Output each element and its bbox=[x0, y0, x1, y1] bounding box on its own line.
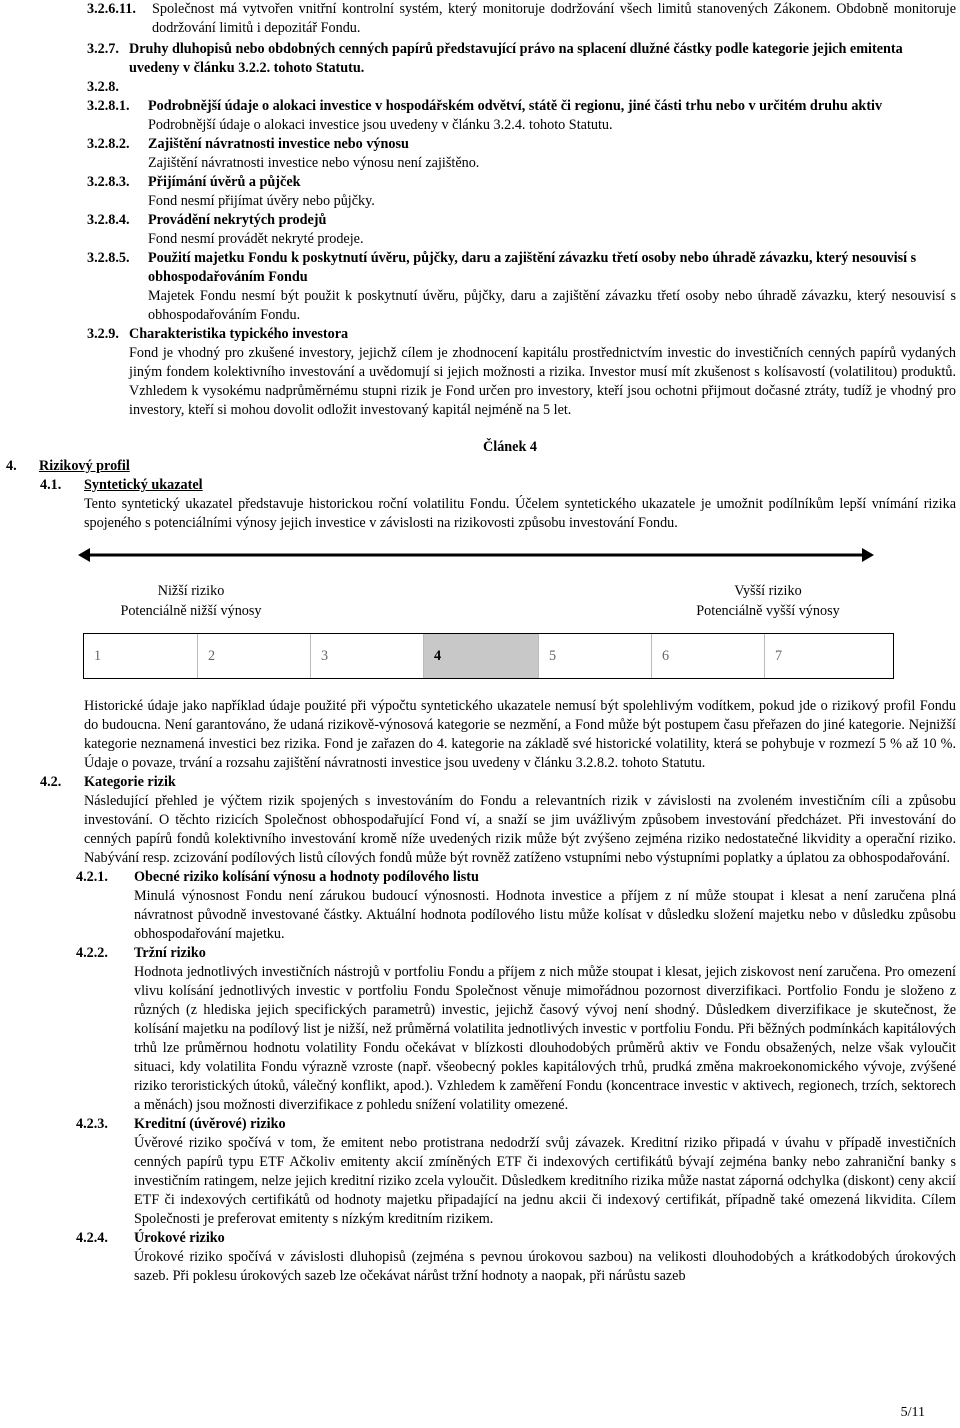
section-3-2-6-11 bbox=[87, 0, 960, 38]
section-text: Následující přehled je výčtem rizik spojených s investováním do Fondu a relevantních rizik v závislosti na zvoleném investičním cíli a způsobu investování. O těchto rizicích Společnost obhospodařující Fond ví, a snaží se jim uvážlivým způsobem investování předcházet. Při investování do cenných papírů fondů kolektivního investování kromě níže uvedených rizik může být zvýšeno zejména riziko nedostatečné likvidity a operační riziko. Nabývání resp. zcizování podílových listů cílových fondů může být rovněž zatíženo vstupními nebo výstupními poplatky a úplatou za obhospodařování. bbox=[84, 793, 956, 866]
section-text: Společnost má vytvořen vnitřní kontrolní systém, který monitoruje dodržování všech limitů stanovených Zákonem. Obdobně monitoruje dodržování limitů i depozitář Fondu. bbox=[152, 1, 956, 36]
section-heading: Provádění nekrytých prodejů bbox=[148, 212, 327, 228]
section-heading: Kreditní (úvěrové) riziko bbox=[134, 1116, 286, 1132]
section-4-2-1 bbox=[76, 868, 960, 887]
section-3-2-9 bbox=[87, 325, 960, 420]
section-number: 3.2.8.3. bbox=[87, 174, 130, 190]
risk-level-2: 2 bbox=[197, 634, 310, 678]
lower-return-text: Potenciálně nižší výnosy bbox=[120, 603, 262, 619]
section-number: 4.2.4. bbox=[76, 1230, 108, 1246]
section-4-2-2 bbox=[76, 944, 960, 963]
article-title: Článek 4 bbox=[483, 439, 537, 455]
risk-scale bbox=[0, 545, 960, 695]
section-heading: Rizikový profil bbox=[39, 458, 130, 474]
page-number: 5/11 bbox=[900, 1405, 925, 1420]
section-4-2-3 bbox=[76, 1115, 960, 1134]
lower-risk-text: Nižší riziko bbox=[157, 583, 225, 599]
section-text: Historické údaje jako například údaje použité při výpočtu syntetického ukazatele nemusí být spolehlivým vodítkem, pokud jde o rizikový profil Fondu do budoucna. Není garantováno, že udaná rizikově-výnosová kategorie se nezmění, a Fond může být postupem času přeřazen do jiné kategorie. Nejnižší kategorie neznamená investici bez rizika. Fond je zařazen do 4. kategorie na základě své historické volatility, která se pohybuje v rozmezí 5 % až 10 %. Údaje o povaze, trvání a rozsahu zajištění návratnosti investice jsou uvedeny v článku 3.2.8.2. tohoto Statutu. bbox=[84, 698, 956, 771]
section-number: 4. bbox=[6, 458, 17, 474]
section-number: 3.2.8.4. bbox=[87, 212, 130, 228]
section-text: Fond nesmí přijímat úvěry nebo půjčky. bbox=[148, 193, 375, 209]
section-number: 3.2.8. bbox=[87, 79, 119, 95]
risk-level-5: 5 bbox=[538, 634, 651, 678]
section-3-2-8 bbox=[87, 78, 960, 97]
section-number: 4.2. bbox=[40, 774, 62, 790]
section-heading: Použití majetku Fondu k poskytnutí úvěru, půjčky, daru a zajištění závazku třetí osoby nebo úhradě závazku, který nesouvisí s obhospodařováním Fondu bbox=[148, 250, 917, 285]
risk-level-6: 6 bbox=[651, 634, 764, 678]
section-3-2-8-5 bbox=[87, 249, 960, 325]
higher-return-text: Potenciálně vyšší výnosy bbox=[696, 603, 840, 619]
section-number: 3.2.8.2. bbox=[87, 136, 130, 152]
higher-risk-text: Vyšší riziko bbox=[734, 583, 802, 599]
risk-level-3: 3 bbox=[310, 634, 423, 678]
section-heading: Kategorie rizik bbox=[84, 774, 176, 790]
section-number: 3.2.8.1. bbox=[87, 98, 130, 114]
section-text: Majetek Fondu nesmí být použit k poskytnutí úvěru, půjčky, daru a zajištění závazku třetí osoby nebo úhradě závazku, který nesouvisí s obhospodařováním Fondu. bbox=[148, 288, 956, 323]
section-heading: Zajištění návratnosti investice nebo výnosu bbox=[148, 136, 409, 152]
section-4-1 bbox=[40, 476, 960, 495]
section-number: 4.2.3. bbox=[76, 1116, 108, 1132]
section-3-2-8-3 bbox=[87, 173, 960, 211]
section-4 bbox=[6, 457, 960, 476]
section-text: Tento syntetický ukazatel představuje historickou roční volatilitu Fondu. Účelem syntetického ukazatele je umožnit podílníkům lepší vnímání rizika spojeného s potenciálními výnosy jejich investice v závislosti na rizikovosti způsobu investování Fondu. bbox=[84, 496, 956, 531]
section-text: Hodnota jednotlivých investičních nástrojů v portfoliu Fondu a příjem z nich může stoupat i klesat, jejich ziskovost není zaručena. Pro omezení vlivu kolísání jednotlivých investic v portfoliu Fondu Společnost věnuje mimořádnou pozornost diverzifikaci. Portfolio Fondu je složeno z různých (z hlediska jejich specifických parametrů) investic, jejichž časový vývoj není shodný. Důsledkem diverzifikace je skutečnost, že kolísání majetku na podílový list je nižší, než průměrná volatilita jednotlivých investic v portfoliu Fondu. Při běžných podmínkách kapitálových trhů lze průměrnou hodnotu volatility Fondu očekávat v blízkosti dlouhodobých průměrů aktiv ve Fondu obsažených, nelze však vyloučit situaci, kdy volatilita Fondu výrazně vzroste (např. všeobecný pokles kapitálových trhů, prudká změna makroekonomického vývoje, zvýšené riziko teroristických útoků, válečný konflikt, apod.). Vzhledem k zaměření Fondu (koncentrace investic v aktivech, regionech, trzích, sektorech a měnách) jsou možnosti diverzifikace z pohledu snížení volatility omezené. bbox=[134, 964, 956, 1113]
section-3-2-8-2 bbox=[87, 135, 960, 173]
section-number: 4.2.1. bbox=[76, 869, 108, 885]
section-number: 3.2.7. bbox=[87, 41, 119, 57]
section-4-2 bbox=[40, 773, 960, 792]
section-number: 4.1. bbox=[40, 477, 62, 493]
section-number: 3.2.9. bbox=[87, 326, 119, 342]
section-text: Zajištění návratnosti investice nebo výnosu není zajištěno. bbox=[148, 155, 480, 171]
lower-risk-label bbox=[96, 581, 286, 621]
section-heading: Úrokové riziko bbox=[134, 1230, 225, 1246]
section-text: Úvěrové riziko spočívá v tom, že emitent nebo protistrana nedodrží svůj závazek. Kreditní riziko připadá v úvahu v případě investičních cenných papírů typu ETF Ačkoliv emitenty akcií zmíněných ETF či indexových certifikátů bývají zejména banky nebo zahraniční banky s investičním ratingem, nelze jejich kreditní riziko zcela vyloučit. Důsledkem kreditního rizika může nastat záporná odchylka (diskont) ceny akcií ETF či indexových certifikátů od hodnoty majetku připadající na jednu akcii či indexový certifikát, případně také omezená likvidita. Cílem Společnosti je preferovat emitenty s nízkým kreditním rizikem. bbox=[134, 1135, 956, 1227]
section-heading: Podrobnější údaje o alokaci investice v hospodářském odvětví, státě či regionu, jiné části trhu nebo v určitém druhu aktiv bbox=[148, 98, 883, 114]
section-text: Úrokové riziko spočívá v závislosti dluhopisů (zejména s pevnou úrokovou sazbou) na velikosti dlouhodobých a krátkodobých úrokových sazeb. Při poklesu úrokových sazeb lze očekávat nárůst tržní hodnoty a naopak, při nárůstu sazeb bbox=[134, 1249, 956, 1284]
section-number: 4.2.2. bbox=[76, 945, 108, 961]
section-3-2-7 bbox=[87, 40, 960, 78]
risk-level-4: 4 bbox=[423, 634, 538, 678]
risk-level-1: 1 bbox=[94, 648, 102, 664]
section-text: Fond nesmí provádět nekryté prodeje. bbox=[148, 231, 364, 247]
section-text: Fond je vhodný pro zkušené investory, jejichž cílem je zhodnocení kapitálu prostřednictvím investic do investičních cenných papírů vydaných jiným fondem kolektivního investování a uvědomují si jejich možnosti a rizika. Investor musí mít zkušenost s kolísavostí (volatilitou) produktů. Vzhledem k vysokému nadprůměrnému stupni rizik je Fond určen pro investory, kteří jsou ochotni přijmout dočasné ztráty, tudíž je vhodný pro investory, kteří si mohou dovolit odložit investovaný kapitál nejméně na 5 let. bbox=[129, 345, 956, 418]
section-3-2-8-1 bbox=[87, 97, 960, 135]
section-heading: Tržní riziko bbox=[134, 945, 206, 961]
higher-risk-label bbox=[670, 581, 866, 621]
risk-level-cells bbox=[83, 633, 894, 679]
section-heading: Syntetický ukazatel bbox=[84, 477, 203, 493]
section-number: 3.2.6.11. bbox=[87, 1, 136, 17]
section-heading: Obecné riziko kolísání výnosu a hodnoty podílového listu bbox=[134, 869, 479, 885]
section-heading: Přijímání úvěrů a půjček bbox=[148, 174, 301, 190]
section-heading: Charakteristika typického investora bbox=[129, 326, 349, 342]
risk-level-7: 7 bbox=[764, 634, 893, 678]
double-arrow-icon bbox=[78, 545, 878, 575]
section-text: Minulá výnosnost Fondu není zárukou budoucí výnosnosti. Hodnota investice a příjem z ní může stoupat i klesat a není zaručena plná návratnost původně investované částky. Aktuální hodnota podílového listu může kolísat v důsledku složení majetku nebo v důsledku způsobu obhospodařování majetku. bbox=[134, 888, 956, 942]
section-4-2-4 bbox=[76, 1229, 960, 1248]
section-heading: Druhy dluhopisů nebo obdobných cenných papírů představující právo na splacení dlužné částky podle kategorie jejich emitenta uvedeny v článku 3.2.2. tohoto Statutu. bbox=[129, 41, 903, 76]
section-3-2-8-4 bbox=[87, 211, 960, 249]
section-heading bbox=[129, 78, 960, 97]
section-text: Podrobnější údaje o alokaci investice jsou uvedeny v článku 3.2.4. tohoto Statutu. bbox=[148, 117, 613, 133]
section-number: 3.2.8.5. bbox=[87, 250, 130, 266]
